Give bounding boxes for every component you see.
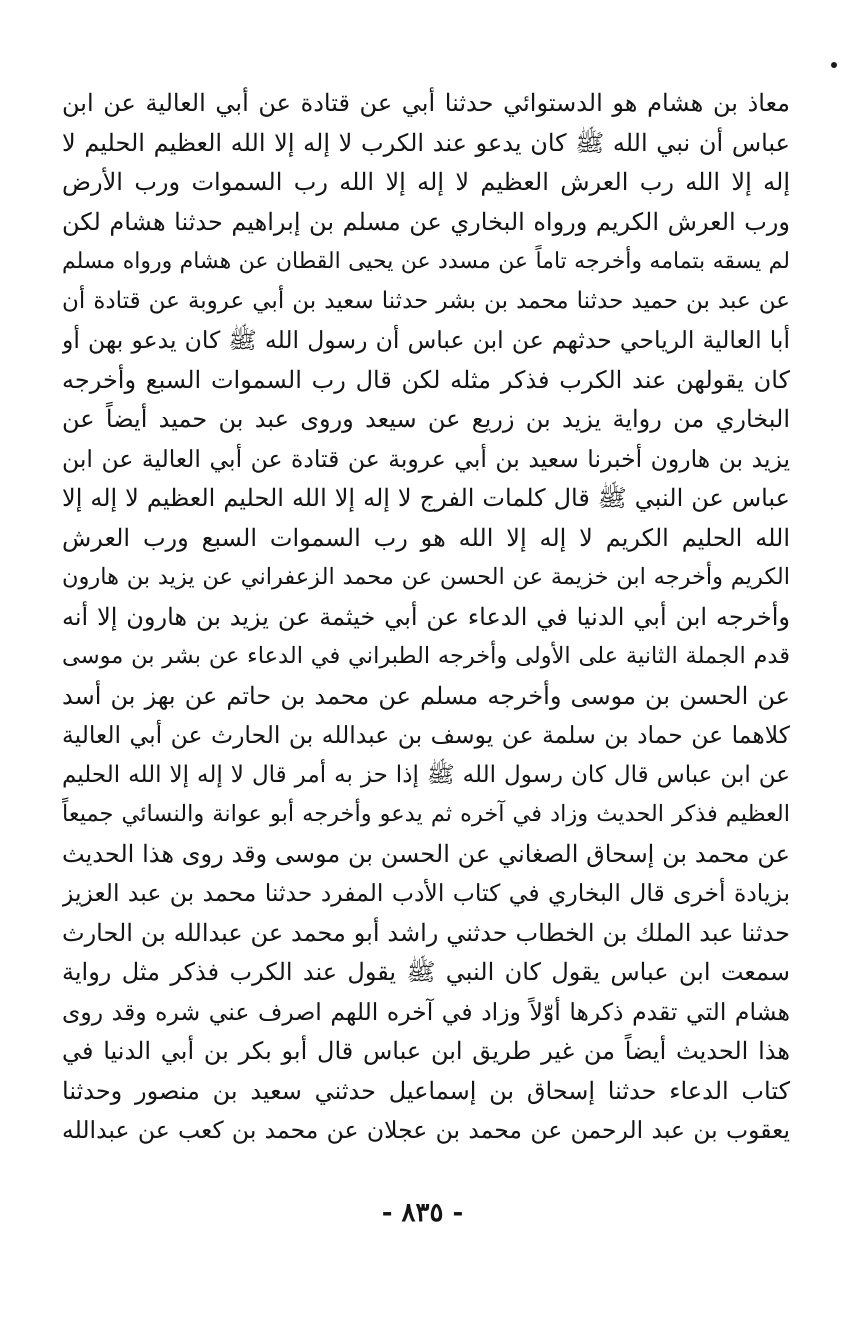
page-corner-dot [831, 62, 837, 68]
body-text [62, 84, 790, 1151]
text-line: إله إلا الله رب العرش العظيم لا إله إلا الله رب السموات ورب الأرض [62, 168, 790, 196]
text-line: قدم الجملة الثانية على الأولى وأخرجه الطبراني في الدعاء عن بشر بن موسى [62, 643, 790, 669]
text-line: الله الحليم الكريم لا إله إلا الله هو رب السموات السبع ورب العرش [62, 523, 790, 552]
text-line: عن الحسن بن موسى وأخرجه مسلم عن محمد بن حاتم عن بهز بن أسد [62, 681, 790, 710]
text-line: لم يسقه بتمامه وأخرجه تاماً عن مسدد عن يحيى القطان عن هشام ورواه مسلم [62, 249, 790, 274]
text-line: كان يقولهن عند الكرب فذكر مثله لكن قال رب السموات السبع وأخرجه [62, 365, 790, 394]
text-line: عباس أن نبي الله ﷺ كان يدعو عند الكرب لا إله إلا الله العظيم الحليم لا [62, 128, 790, 157]
text-line: عباس عن النبي ﷺ قال كلمات الفرج لا إله إلا الله الحليم العظيم لا إله إلا [62, 484, 790, 512]
text-line: كتاب الدعاء حدثنا إسحاق بن إسماعيل حدثني سعيد بن منصور وحدثنا [62, 1076, 790, 1105]
text-line: البخاري من رواية يزيد بن زريع عن سيعد وروى عبد بن حميد أيضاً عن [62, 405, 790, 433]
text-line: هشام التي تقدم ذكرها أوّلاً وزاد في آخره اللهم اصرف عني شره وقد روى [62, 997, 790, 1026]
text-line: أبا العالية الرياحي حدثهم عن ابن عباس أن رسول الله ﷺ كان يدعو بهن أو [62, 326, 790, 354]
text-line: معاذ بن هشام هو الدستوائي حدثنا أبي عن قتادة عن أبي العالية عن ابن [62, 89, 790, 117]
text-line: يزيد بن هارون أخبرنا سعيد بن أبي عروبة عن قتادة عن أبي العالية عن ابن [62, 444, 790, 473]
text-line: حدثنا عبد الملك بن الخطاب حدثني راشد أبو محمد عن عبدالله بن الحارث [62, 918, 790, 947]
text-line: هذا الحديث أيضاً من غير طريق ابن عباس قال أبو بكر بن أبي الدنيا في [62, 1037, 790, 1065]
text-line: سمعت ابن عباس يقول كان النبي ﷺ يقول عند الكرب فذكر مثل رواية [62, 958, 790, 986]
page-number: - ٨٣٥ - [381, 1198, 464, 1228]
text-line: عن محمد بن إسحاق الصغاني عن الحسن بن موسى وقد روى هذا الحديث [62, 839, 790, 868]
text-line: العظيم فذكر الحديث وزاد في آخره ثم يدعو وأخرجه أبو عوانة والنسائي جميعاً [62, 801, 790, 827]
text-line: كلاهما عن حماد بن سلمة عن يوسف بن عبدالله بن الحارث عن أبي العالية [62, 721, 790, 749]
text-line: ورب العرش الكريم ورواه البخاري عن مسلم بن إبراهيم حدثنا هشام لكن [62, 207, 790, 236]
text-line: وأخرجه ابن أبي الدنيا في الدعاء عن أبي خيثمة عن يزيد بن هارون إلا أنه [62, 602, 790, 631]
text-line: الكريم وأخرجه ابن خزيمة عن الحسن عن محمد الزعفراني عن يزيد بن هارون [62, 564, 790, 590]
text-line: يعقوب بن عبد الرحمن عن محمد بن عجلان عن محمد بن كعب عن عبدالله [62, 1116, 790, 1144]
text-line: بزيادة أخرى قال البخاري في كتاب الأدب المفرد حدثنا محمد بن عبد العزيز [62, 879, 790, 907]
text-line: عن عبد بن حميد حدثنا محمد بن بشر حدثنا سعيد بن أبي عروبة عن قتادة أن [62, 287, 790, 314]
text-line: عن ابن عباس قال كان رسول الله ﷺ إذا حز به أمر قال لا إله إلا الله الحليم [62, 761, 790, 788]
